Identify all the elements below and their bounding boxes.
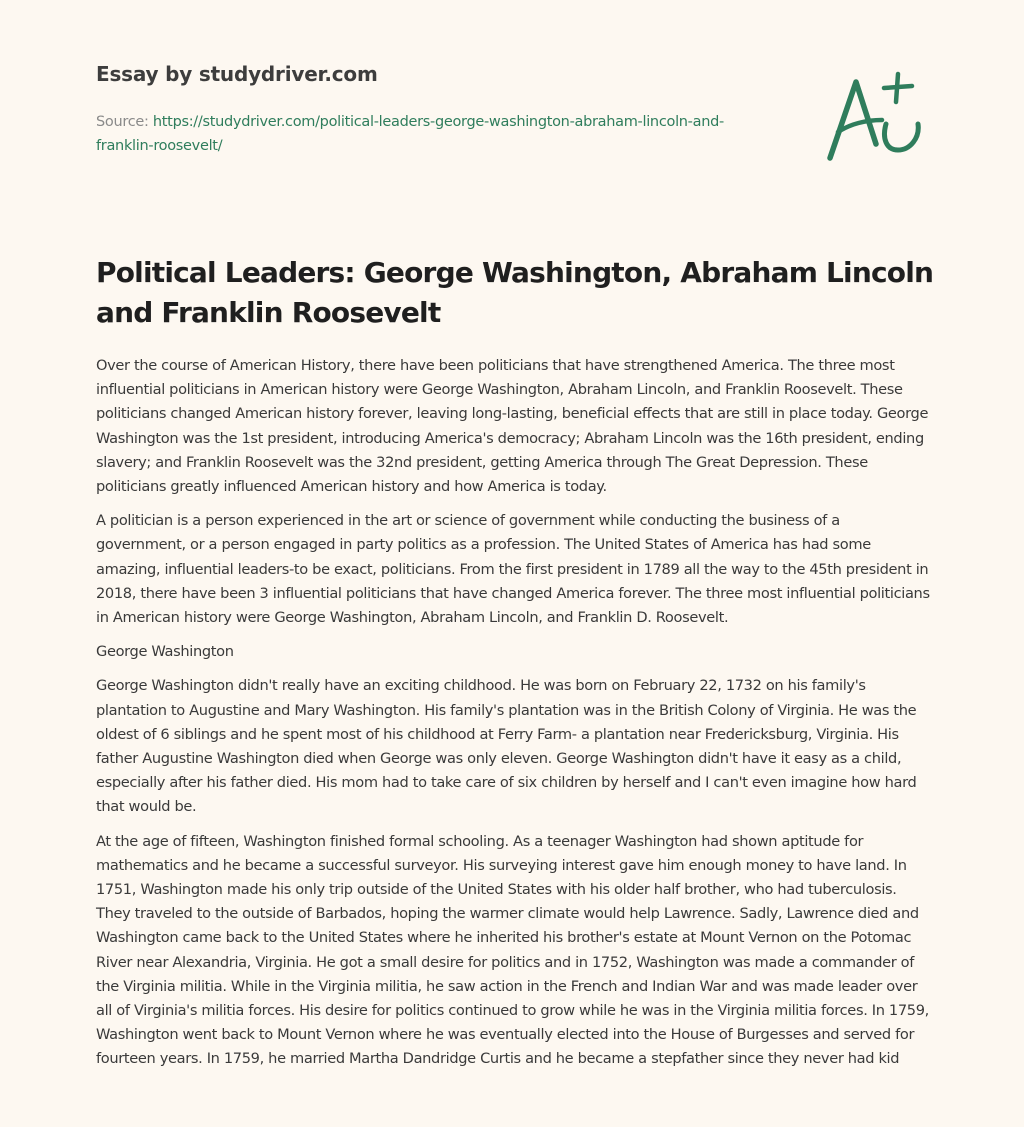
- site-brand: Essay by studydriver.com: [96, 62, 378, 86]
- section-heading: George Washington: [96, 643, 234, 661]
- source-line: [96, 110, 756, 158]
- essay-paragraph: A politician is a person experienced in the art or science of government while conducting the business of a government, or a person engaged in party politics as a profession. The United States of America has had some amazing, influential leaders-to be exact, politicians. From the first president in 1789 all the way to the 45th president in 2018, there have been 3 influential politicians that have changed America forever. The three most influential politicians in American history were George Washington, Abraham Lincoln, and Franklin D. Roosevelt.: [96, 512, 930, 627]
- essay-paragraph: Over the course of American History, there have been politicians that have strengthened America. The three most influential politicians in American history were George Washington, Abraham Lincoln, and Franklin Roosevelt. These politicians changed American history forever, leaving long-lasting, beneficial effects that are still in place today. George Washington was the 1st president, introducing America's democracy; Abraham Lincoln was the 16th president, ending slavery; and Franklin Roosevelt was the 32nd president, getting America through The Great Depression. These politicians greatly influenced American history and how America is today.: [96, 357, 929, 496]
- essay-body: [96, 354, 930, 1082]
- a-plus-logo-icon: [818, 66, 928, 166]
- essay-title: Political Leaders: George Washington, Abraham Lincoln and Franklin Roosevelt: [96, 256, 934, 329]
- essay-paragraph: At the age of fifteen, Washington finished formal schooling. As a teenager Washington had shown aptitude for mathematics and he became a successful surveyor. His surveying interest gave him enough money to have land. In 1751, Washington made his only trip outside of the United States with his older half brother, who had tuberculosis. They traveled to the outside of Barbados, hoping the warmer climate would help Lawrence. Sadly, Lawrence died and Washington came back to the United States where he inherited his brother's estate at Mount Vernon on the Potomac River near Alexandria, Virginia. He got a small desire for politics and in 1752, Washington was made a commander of the Virginia militia. While in the Virginia militia, he saw action in the French and Indian War and was made leader over all of Virginia's militia forces. His desire for politics continued to grow while he was in the Virginia militia forces. In 1759, Washington went back to Mount Vernon where he was eventually elected into the House of Burgesses and served for fourteen years. In 1759, he married Martha Dandridge Curtis and he became a stepfather since they never had kid: [96, 832, 929, 1068]
- source-label: Source:: [96, 114, 153, 130]
- source-link[interactable]: https://studydriver.com/political-leaders-george-washington-abraham-lincoln-and-franklin-roosevelt/: [96, 114, 724, 154]
- essay-paragraph: George Washington didn't really have an exciting childhood. He was born on February 22, 1732 on his family's plantation to Augustine and Mary Washington. His family's plantation was in the British Colony of Virginia. He was the oldest of 6 siblings and he spent most of his childhood at Ferry Farm- a plantation near Fredericksburg, Virginia. His father Augustine Washington died when George was only eleven. George Washington didn't have it easy as a child, especially after his father died. His mom had to take care of six children by herself and I can't even imagine how hard that would be.: [96, 677, 917, 816]
